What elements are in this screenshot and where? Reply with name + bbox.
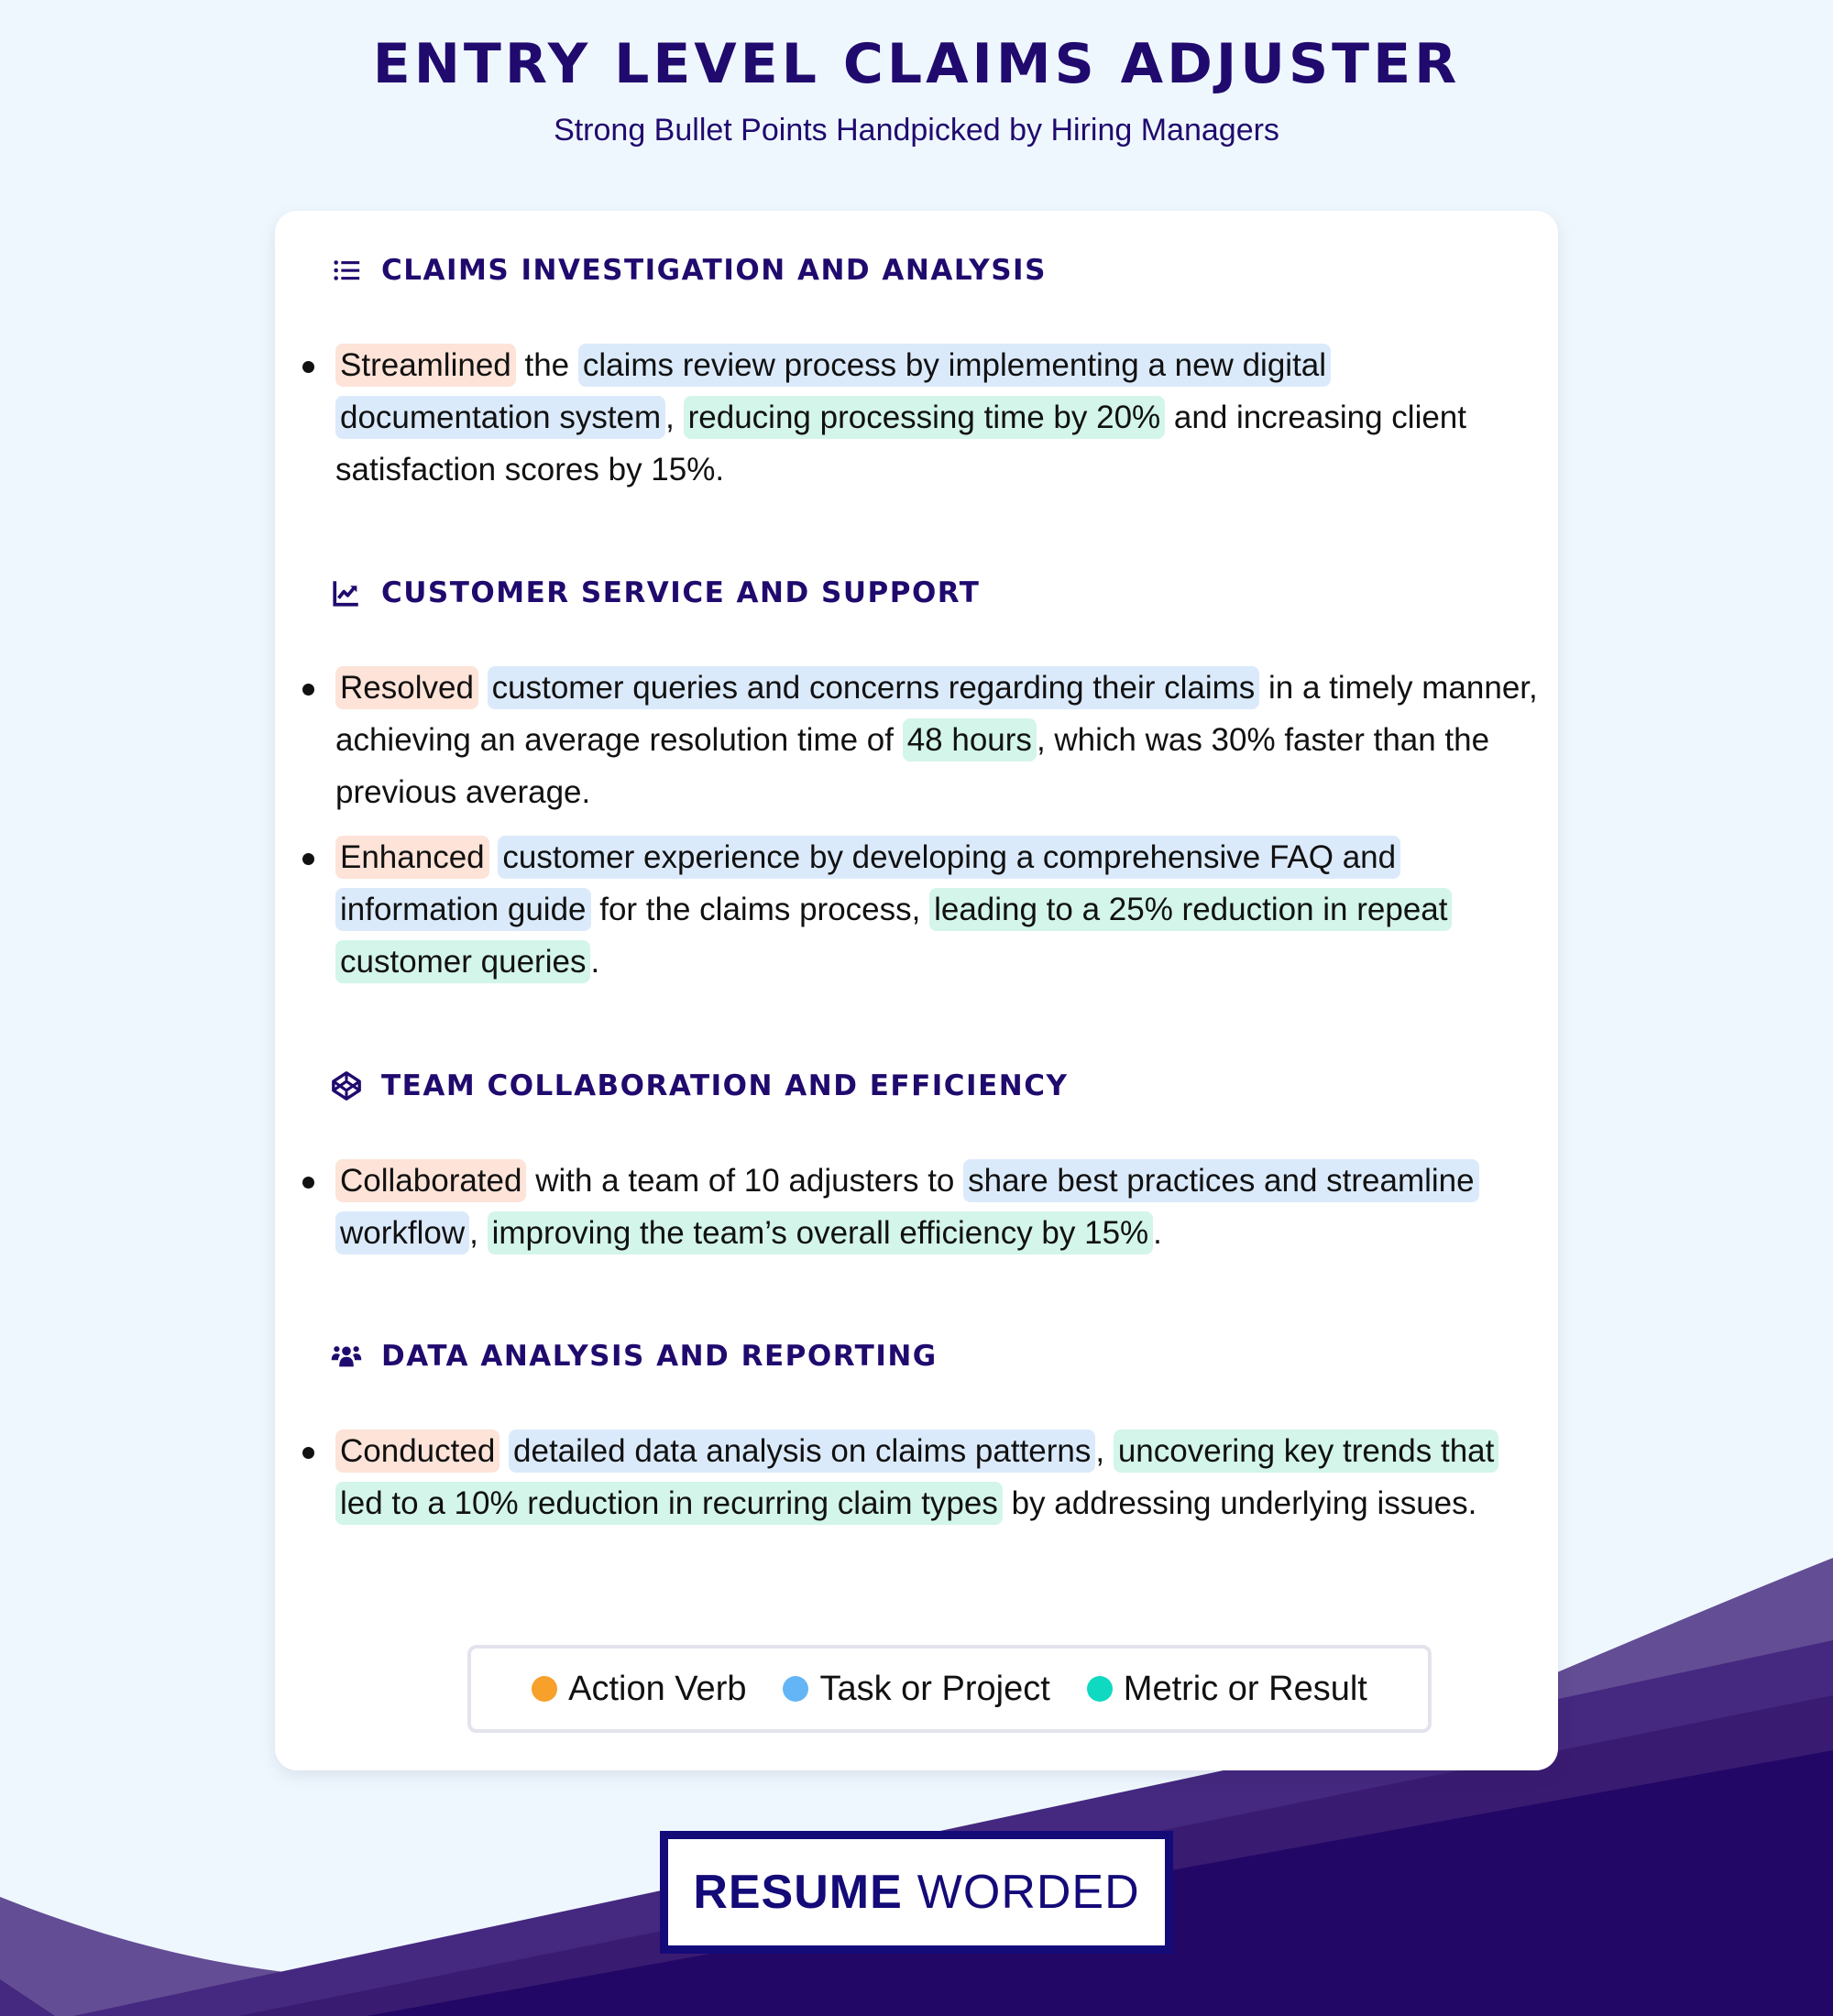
bullet-points-card	[275, 211, 1558, 1770]
page-header	[0, 27, 1833, 150]
plain-text: ,	[469, 1215, 488, 1251]
plain-text	[489, 839, 499, 875]
section-claims-investigation	[330, 247, 1540, 509]
section-title: CLAIMS INVESTIGATION AND ANALYSIS	[381, 254, 1047, 287]
bullet-item	[330, 339, 1540, 496]
logo-light-text: WORDED	[916, 1866, 1140, 1919]
bullet-list	[330, 1155, 1540, 1259]
bullet-list	[330, 339, 1540, 496]
task-phrase: customer experience by developing a comprehensive FAQ and information guide	[335, 836, 1400, 931]
task-phrase: claims review process by implementing a new digital documentation system	[335, 344, 1331, 439]
bullet-item	[330, 1155, 1540, 1259]
plain-text: with a team of 10 adjusters to	[526, 1163, 964, 1199]
page-title: ENTRY LEVEL CLAIMS ADJUSTER	[372, 32, 1461, 96]
plain-text: , which was 30% faster than the previous average.	[335, 722, 1490, 810]
highlight-legend	[467, 1645, 1432, 1733]
metric-phrase: uncovering key trends that led to a 10% reduction in recurring claim types	[335, 1430, 1498, 1525]
plain-text: for the claims process,	[590, 892, 930, 927]
metric-phrase: improving the team’s overall efficiency by 15%	[488, 1211, 1154, 1255]
plain-text: in a timely manner, achieving an average resolution time of	[335, 670, 1538, 758]
task-phrase: detailed data analysis on claims patterns	[509, 1430, 1095, 1473]
section-title: DATA ANALYSIS AND REPORTING	[381, 1340, 938, 1373]
bullet-list	[330, 1425, 1540, 1529]
bullet-item	[330, 662, 1540, 818]
section-data-analysis	[330, 1333, 1540, 1542]
metric-phrase: leading to a 25% reduction in repeat customer queries	[335, 888, 1452, 983]
section-title: CUSTOMER SERVICE AND SUPPORT	[381, 576, 981, 609]
teal-dot-icon	[1087, 1676, 1113, 1702]
legend-label: Task or Project	[819, 1669, 1050, 1708]
plain-text: the	[515, 347, 578, 383]
plain-text	[499, 1433, 509, 1469]
legend-item-action-verb	[532, 1670, 746, 1709]
section-title: TEAM COLLABORATION AND EFFICIENCY	[381, 1069, 1069, 1102]
section-header	[330, 247, 1540, 293]
metric-phrase: reducing processing time by 20%	[684, 396, 1166, 439]
logo-bold-text: RESUME	[693, 1866, 903, 1919]
codepen-cube-icon	[330, 1069, 363, 1102]
section-header	[330, 1063, 1540, 1109]
users-group-icon	[330, 1340, 363, 1373]
action-verb: Resolved	[335, 666, 478, 709]
bullet-item	[330, 1425, 1540, 1529]
plain-text: and increasing client satisfaction scores by 15%.	[335, 400, 1466, 488]
bullet-item	[330, 831, 1540, 988]
bullet-list	[330, 662, 1540, 988]
action-verb: Collaborated	[335, 1159, 526, 1202]
plain-text: .	[590, 944, 600, 980]
metric-phrase: 48 hours	[903, 718, 1037, 761]
chart-line-icon	[330, 576, 363, 609]
action-verb: Conducted	[335, 1430, 499, 1473]
section-customer-service	[330, 570, 1540, 1001]
resume-worded-logo[interactable]	[660, 1831, 1173, 1954]
task-phrase: share best practices and streamline workflow	[335, 1159, 1479, 1255]
plain-text: ,	[665, 400, 684, 435]
blue-dot-icon	[783, 1676, 808, 1702]
orange-dot-icon	[532, 1676, 557, 1702]
legend-label: Action Verb	[568, 1669, 747, 1708]
plain-text: .	[1153, 1215, 1162, 1251]
plain-text	[478, 670, 488, 706]
legend-label: Metric or Result	[1123, 1669, 1367, 1708]
plain-text: by addressing underlying issues.	[1002, 1485, 1477, 1521]
list-icon	[330, 254, 363, 287]
legend-item-metric	[1087, 1670, 1367, 1709]
section-header	[330, 1333, 1540, 1379]
action-verb: Enhanced	[335, 836, 489, 879]
plain-text: ,	[1095, 1433, 1114, 1469]
legend-item-task	[783, 1670, 1049, 1709]
section-header	[330, 570, 1540, 616]
page-subtitle: Strong Bullet Points Handpicked by Hiring Managers	[554, 113, 1279, 148]
task-phrase: customer queries and concerns regarding their claims	[488, 666, 1260, 709]
action-verb: Streamlined	[335, 344, 516, 387]
section-team-collaboration	[330, 1063, 1540, 1272]
